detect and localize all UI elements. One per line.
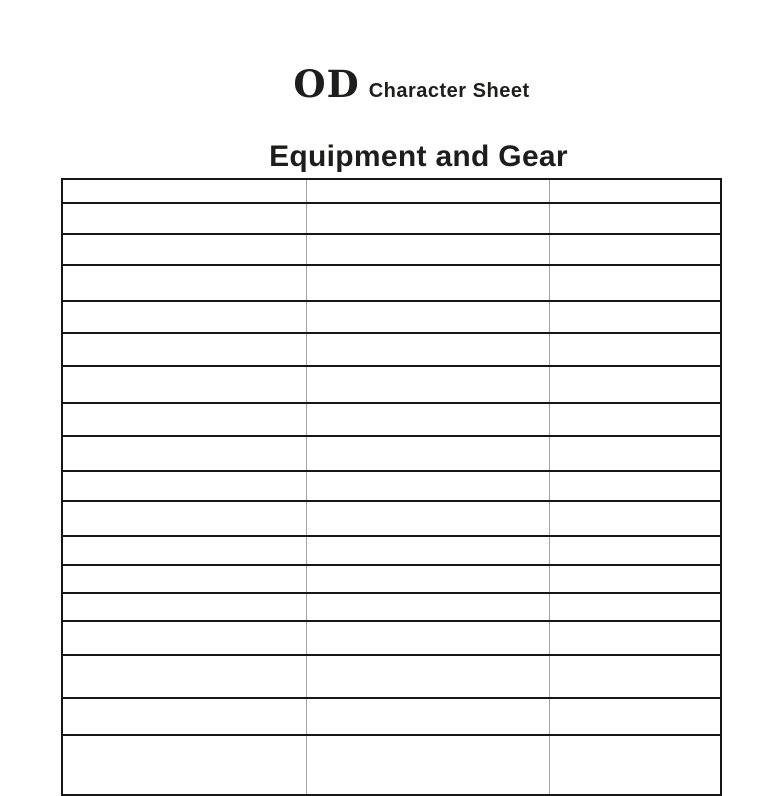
table-cell xyxy=(549,537,720,564)
table-row xyxy=(63,502,720,537)
table-cell xyxy=(549,204,720,233)
table-row xyxy=(63,656,720,699)
table-cell xyxy=(549,266,720,300)
table-row xyxy=(63,472,720,502)
table-cell xyxy=(306,334,549,365)
table-row xyxy=(63,302,720,334)
table-row xyxy=(63,594,720,622)
table-cell xyxy=(63,502,306,535)
table-cell xyxy=(306,622,549,654)
table-cell xyxy=(63,180,306,202)
table-cell xyxy=(63,437,306,470)
table-cell xyxy=(306,235,549,264)
table-cell xyxy=(63,204,306,233)
section-heading-equipment-and-gear: Equipment and Gear xyxy=(269,140,568,173)
table-row xyxy=(63,537,720,566)
table-cell xyxy=(63,594,306,620)
page-title-text: Character Sheet xyxy=(368,80,530,102)
table-cell xyxy=(306,736,549,794)
table-row xyxy=(63,699,720,736)
table-cell xyxy=(306,566,549,592)
table-row xyxy=(63,622,720,656)
table-cell xyxy=(63,367,306,402)
table-cell xyxy=(63,334,306,365)
table-cell xyxy=(63,622,306,654)
table-cell xyxy=(306,266,549,300)
table-row xyxy=(63,437,720,472)
table-cell xyxy=(306,180,549,202)
table-cell xyxy=(549,656,720,697)
table-row xyxy=(63,180,720,204)
table-cell xyxy=(63,537,306,564)
table-cell xyxy=(63,699,306,734)
table-row xyxy=(63,204,720,235)
table-cell xyxy=(549,594,720,620)
table-cell xyxy=(549,736,720,794)
table-cell xyxy=(549,334,720,365)
table-cell xyxy=(63,656,306,697)
table-cell xyxy=(63,266,306,300)
table-row xyxy=(63,266,720,302)
table-cell xyxy=(306,502,549,535)
table-cell xyxy=(306,204,549,233)
table-row xyxy=(63,736,720,796)
table-cell xyxy=(549,235,720,264)
table-cell xyxy=(306,437,549,470)
table-row xyxy=(63,404,720,437)
table-cell xyxy=(549,502,720,535)
table-cell xyxy=(63,566,306,592)
table-cell xyxy=(63,302,306,332)
table-cell xyxy=(63,404,306,435)
table-cell xyxy=(549,472,720,500)
table-row xyxy=(63,334,720,367)
table-cell xyxy=(549,404,720,435)
table-cell xyxy=(306,537,549,564)
table-cell xyxy=(306,656,549,697)
table-cell xyxy=(549,367,720,402)
table-cell xyxy=(63,736,306,794)
page-title xyxy=(29,62,765,106)
table-cell xyxy=(306,472,549,500)
table-cell xyxy=(306,594,549,620)
table-cell xyxy=(549,622,720,654)
table-cell xyxy=(549,566,720,592)
game-logo-od: OD xyxy=(293,62,360,106)
table-cell xyxy=(549,437,720,470)
table-cell xyxy=(549,699,720,734)
table-cell xyxy=(306,699,549,734)
table-row xyxy=(63,566,720,594)
table-cell xyxy=(306,302,549,332)
equipment-table xyxy=(61,178,722,796)
table-cell xyxy=(306,367,549,402)
table-cell xyxy=(549,180,720,202)
table-cell xyxy=(306,404,549,435)
table-cell xyxy=(549,302,720,332)
table-row xyxy=(63,367,720,404)
table-cell xyxy=(63,235,306,264)
table-row xyxy=(63,235,720,266)
table-cell xyxy=(63,472,306,500)
